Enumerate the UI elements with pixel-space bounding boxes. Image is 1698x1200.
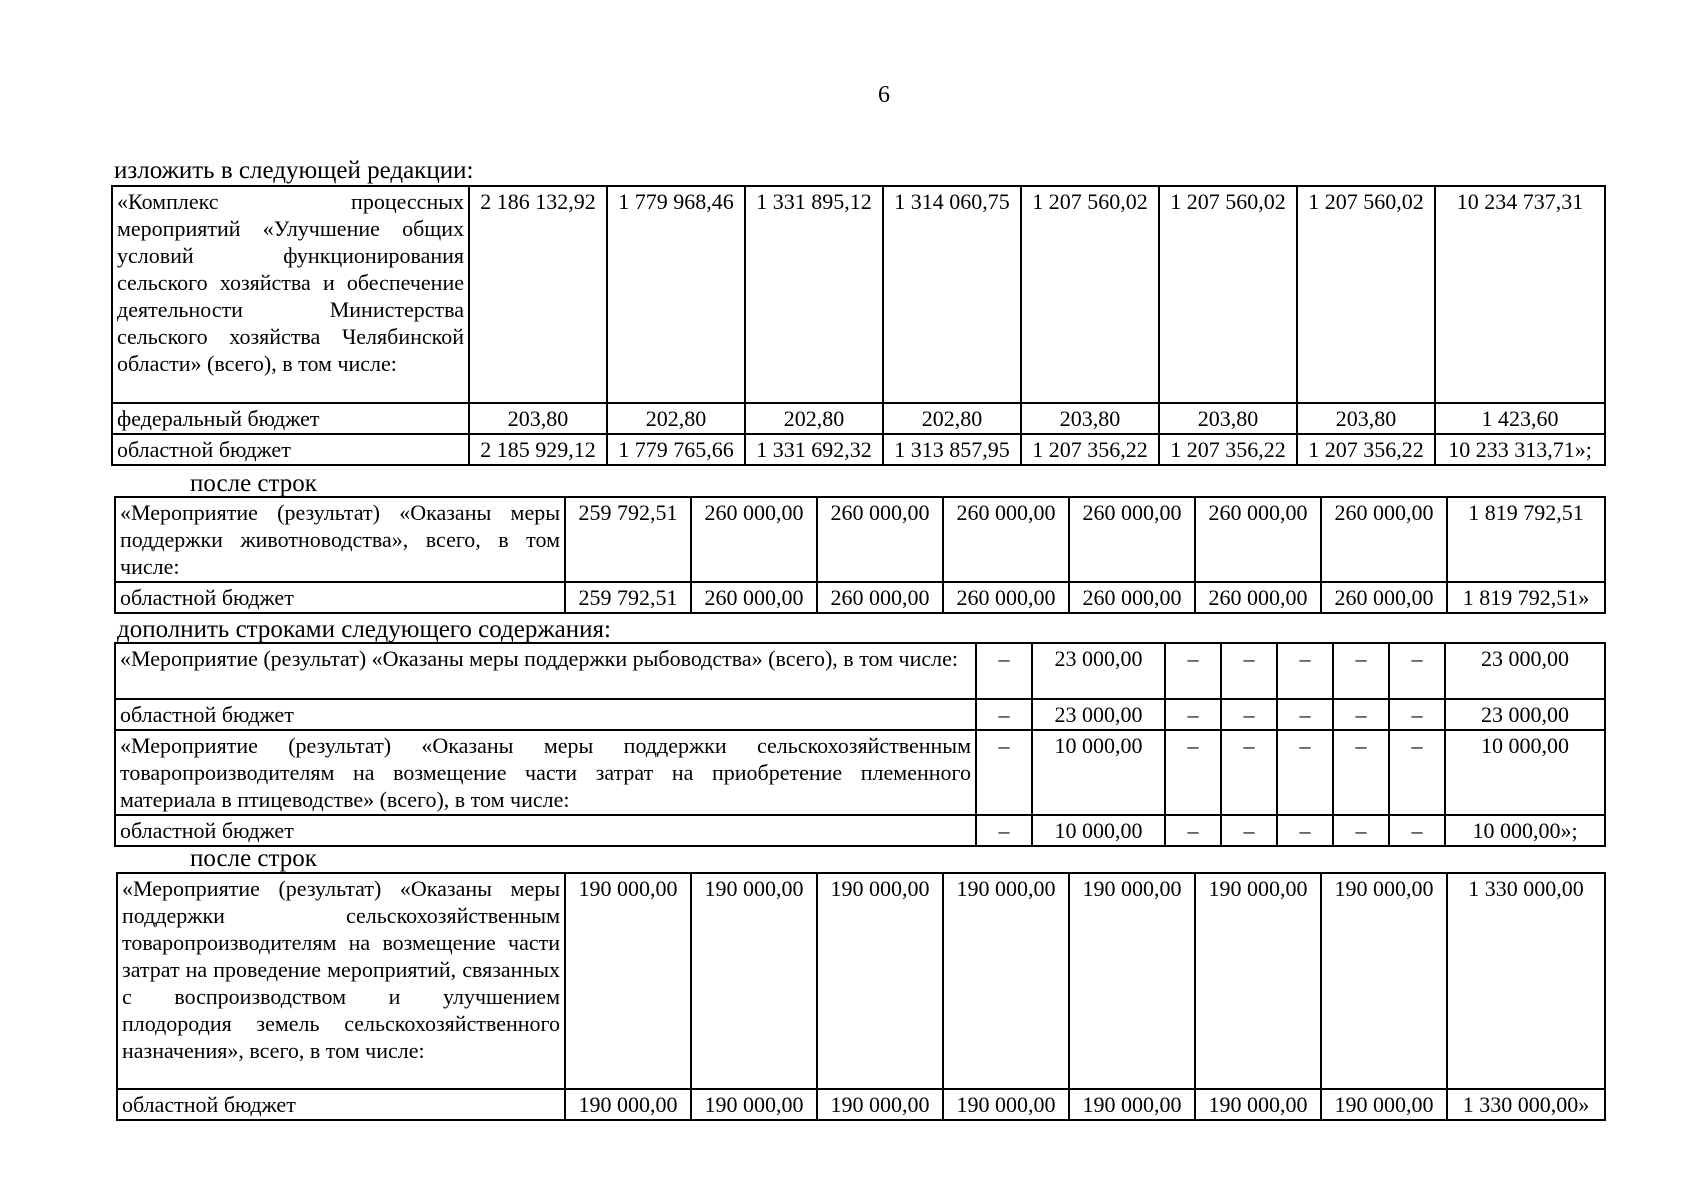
cell-value: 190 000,00 [1321, 873, 1447, 1089]
caption-add-rows: дополнить строками следующего содержания: [117, 616, 611, 643]
table-complex-measures [111, 185, 1606, 466]
cell-value: 260 000,00 [691, 582, 817, 613]
cell-total: 23 000,00 [1445, 699, 1605, 730]
table-livestock-support [114, 496, 1606, 614]
cell-value: 190 000,00 [1195, 1089, 1321, 1120]
cell-value: 260 000,00 [1321, 497, 1447, 582]
cell-value: 260 000,00 [1069, 582, 1195, 613]
cell-dash: – [1277, 699, 1333, 730]
row-label: «Мероприятие (результат) «Оказаны меры поддержки рыбоводства» (всего), в том числе: [115, 643, 976, 699]
cell-total: 1 330 000,00» [1447, 1089, 1605, 1120]
cell-dash: – [1333, 699, 1389, 730]
cell-value: 260 000,00 [817, 582, 943, 613]
cell-value: 2 186 132,92 [469, 186, 607, 403]
cell-value: 23 000,00 [1032, 643, 1165, 699]
cell-value: 202,80 [607, 403, 745, 434]
cell-value: 260 000,00 [1195, 497, 1321, 582]
cell-value: 190 000,00 [1321, 1089, 1447, 1120]
cell-value: 1 331 692,32 [745, 434, 883, 465]
row-label: областной бюджет [112, 434, 469, 465]
table-row [117, 1089, 1605, 1120]
cell-value: 1 313 857,95 [883, 434, 1021, 465]
cell-total: 1 819 792,51 [1447, 497, 1605, 582]
cell-value: 260 000,00 [943, 582, 1069, 613]
table-fish-poultry-support [114, 642, 1606, 847]
cell-value: 190 000,00 [1069, 1089, 1195, 1120]
cell-dash: – [1221, 699, 1277, 730]
cell-dash: – [1389, 815, 1445, 846]
cell-value: 1 207 560,02 [1021, 186, 1159, 403]
cell-value: 190 000,00 [943, 873, 1069, 1089]
cell-dash: – [976, 730, 1032, 815]
cell-dash: – [1389, 699, 1445, 730]
table-row [112, 186, 1605, 403]
table-row [112, 434, 1605, 465]
cell-value: 190 000,00 [691, 873, 817, 1089]
cell-value: 190 000,00 [565, 1089, 691, 1120]
cell-total: 10 000,00 [1445, 730, 1605, 815]
table-soil-fertility-support [116, 872, 1606, 1121]
cell-value: 1 779 968,46 [607, 186, 745, 403]
cell-total: 23 000,00 [1445, 643, 1605, 699]
cell-value: 203,80 [469, 403, 607, 434]
cell-dash: – [1165, 699, 1221, 730]
caption-amend: изложить в следующей редакции: [114, 157, 474, 184]
cell-dash: – [1277, 815, 1333, 846]
cell-dash: – [976, 699, 1032, 730]
cell-value: 1 314 060,75 [883, 186, 1021, 403]
cell-value: 202,80 [883, 403, 1021, 434]
row-label: «Комплекс процессных мероприятий «Улучшение общих условий функционирования сельского хозяйства и обеспечение деятельности Министерства сельского хозяйства Челябинской области» (всего), в том числе: [112, 186, 469, 403]
cell-dash: – [1165, 730, 1221, 815]
row-label: областной бюджет [115, 699, 976, 730]
cell-dash: – [1165, 815, 1221, 846]
cell-value: 203,80 [1159, 403, 1297, 434]
caption-after-rows-2: после строк [190, 845, 317, 872]
cell-value: 1 207 356,22 [1159, 434, 1297, 465]
table-row [115, 582, 1605, 613]
table-row [115, 497, 1605, 582]
cell-value: 1 207 560,02 [1159, 186, 1297, 403]
cell-value: 190 000,00 [1195, 873, 1321, 1089]
cell-total: 1 423,60 [1435, 403, 1605, 434]
cell-total: 10 233 313,71»; [1435, 434, 1605, 465]
cell-value: 2 185 929,12 [469, 434, 607, 465]
cell-dash: – [1333, 815, 1389, 846]
cell-dash: – [1165, 643, 1221, 699]
cell-value: 260 000,00 [817, 497, 943, 582]
cell-value: 1 207 356,22 [1021, 434, 1159, 465]
cell-dash: – [1389, 643, 1445, 699]
cell-value: 190 000,00 [1069, 873, 1195, 1089]
cell-total: 10 000,00»; [1445, 815, 1605, 846]
cell-value: 190 000,00 [691, 1089, 817, 1120]
cell-value: 203,80 [1297, 403, 1435, 434]
cell-dash: – [1221, 815, 1277, 846]
row-label: «Мероприятие (результат) «Оказаны меры поддержки сельскохозяйственным товаропроизводителям на возмещение части затрат на приобретение племенного материала в птицеводстве» (всего), в том числе: [115, 730, 976, 815]
cell-value: 260 000,00 [943, 497, 1069, 582]
cell-value: 1 207 356,22 [1297, 434, 1435, 465]
cell-value: 260 000,00 [1069, 497, 1195, 582]
cell-value: 1 779 765,66 [607, 434, 745, 465]
cell-total: 1 330 000,00 [1447, 873, 1605, 1089]
table-row [117, 873, 1605, 1089]
cell-value: 260 000,00 [691, 497, 817, 582]
cell-value: 10 000,00 [1032, 815, 1165, 846]
cell-dash: – [1277, 643, 1333, 699]
cell-total: 10 234 737,31 [1435, 186, 1605, 403]
caption-after-rows: после строк [190, 470, 317, 497]
cell-dash: – [976, 815, 1032, 846]
cell-value: 259 792,51 [565, 497, 691, 582]
cell-value: 202,80 [745, 403, 883, 434]
cell-dash: – [1389, 730, 1445, 815]
row-label: «Мероприятие (результат) «Оказаны меры поддержки сельскохозяйственным товаропроизводителям на возмещение части затрат на проведение мероприятий, связанных с воспроизводством и улучшением плодородия земель сельскохозяйственного назначения», всего, в том числе: [117, 873, 565, 1089]
row-label: областной бюджет [117, 1089, 565, 1120]
cell-value: 259 792,51 [565, 582, 691, 613]
cell-value: 190 000,00 [943, 1089, 1069, 1120]
cell-dash: – [1333, 643, 1389, 699]
cell-value: 260 000,00 [1195, 582, 1321, 613]
row-label: «Мероприятие (результат) «Оказаны меры поддержки животноводства», всего, в том числе: [115, 497, 565, 582]
table-row [115, 815, 1605, 846]
cell-dash: – [1333, 730, 1389, 815]
cell-value: 23 000,00 [1032, 699, 1165, 730]
cell-dash: – [976, 643, 1032, 699]
cell-value: 190 000,00 [565, 873, 691, 1089]
cell-dash: – [1277, 730, 1333, 815]
page-number: 6 [878, 82, 890, 108]
row-label: федеральный бюджет [112, 403, 469, 434]
cell-value: 10 000,00 [1032, 730, 1165, 815]
cell-total: 1 819 792,51» [1447, 582, 1605, 613]
cell-value: 190 000,00 [817, 873, 943, 1089]
cell-value: 1 331 895,12 [745, 186, 883, 403]
table-row [115, 699, 1605, 730]
table-row [115, 643, 1605, 699]
cell-dash: – [1221, 730, 1277, 815]
cell-value: 1 207 560,02 [1297, 186, 1435, 403]
cell-value: 260 000,00 [1321, 582, 1447, 613]
table-row [112, 403, 1605, 434]
row-label: областной бюджет [115, 815, 976, 846]
cell-value: 203,80 [1021, 403, 1159, 434]
cell-value: 190 000,00 [817, 1089, 943, 1120]
row-label: областной бюджет [115, 582, 565, 613]
table-row [115, 730, 1605, 815]
cell-dash: – [1221, 643, 1277, 699]
